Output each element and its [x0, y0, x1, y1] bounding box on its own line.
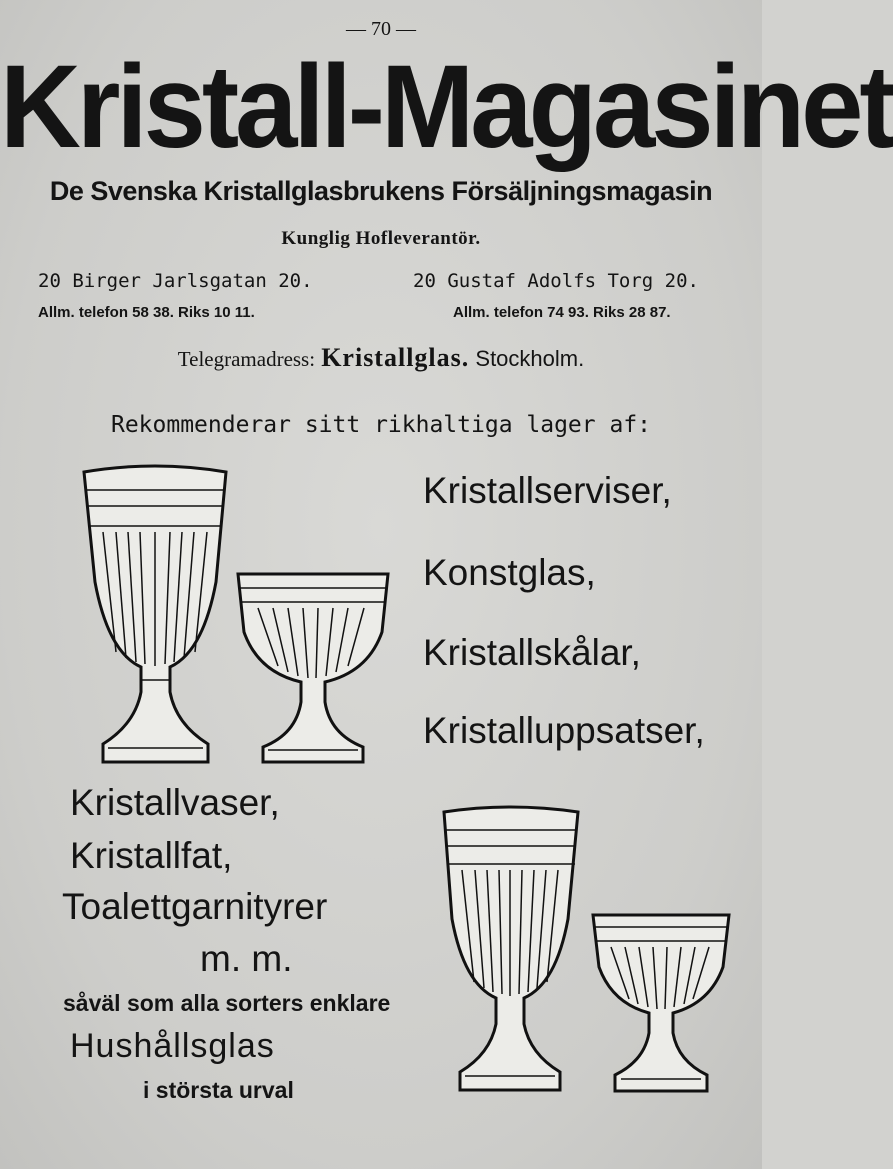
address-right: 20 Gustaf Adolfs Torg 20.: [413, 270, 699, 292]
royal-supplier-line: Kunglig Hofleverantör.: [281, 228, 481, 249]
address-left: 20 Birger Jarlsgatan 20.: [38, 270, 313, 292]
product-item: Konstglas,: [423, 552, 596, 593]
footer-line: Hushållsglas: [70, 1027, 275, 1065]
recommendation-line: Rekommenderar sitt rikhaltiga lager af:: [110, 412, 652, 438]
goblet-illustration: [438, 804, 583, 1094]
phone-right: Allm. telefon 74 93. Riks 28 87.: [453, 304, 671, 321]
bowl-illustration: [585, 905, 737, 1095]
goblet-illustration: [78, 462, 233, 767]
page-number: — 70 —: [346, 18, 416, 40]
telegram-address: [0, 343, 762, 373]
page-title: Kristall-Magasinet: [0, 40, 893, 173]
subtitle: De Svenska Kristallglasbrukens Försäljningsmagasin: [49, 176, 713, 206]
product-item: Kristalluppsatser,: [423, 710, 705, 751]
footer-line: såväl som alla sorters enklare: [63, 990, 391, 1016]
product-item: Kristallvaser,: [70, 782, 280, 823]
product-item: Toalettgarnityrer: [62, 886, 328, 927]
bowl-illustration: [228, 562, 398, 767]
telegram-label: Telegramadress:: [177, 347, 316, 371]
product-item: m. m.: [200, 938, 293, 979]
product-item: Kristallserviser,: [423, 470, 672, 511]
telegram-city: Stockholm.: [475, 346, 585, 371]
footer-line: i största urval: [143, 1077, 294, 1103]
telegram-name: Kristallglas.: [321, 343, 470, 372]
product-item: Kristallfat,: [70, 835, 233, 876]
product-item: Kristallskålar,: [423, 632, 641, 673]
phone-left: Allm. telefon 58 38. Riks 10 11.: [38, 304, 255, 321]
